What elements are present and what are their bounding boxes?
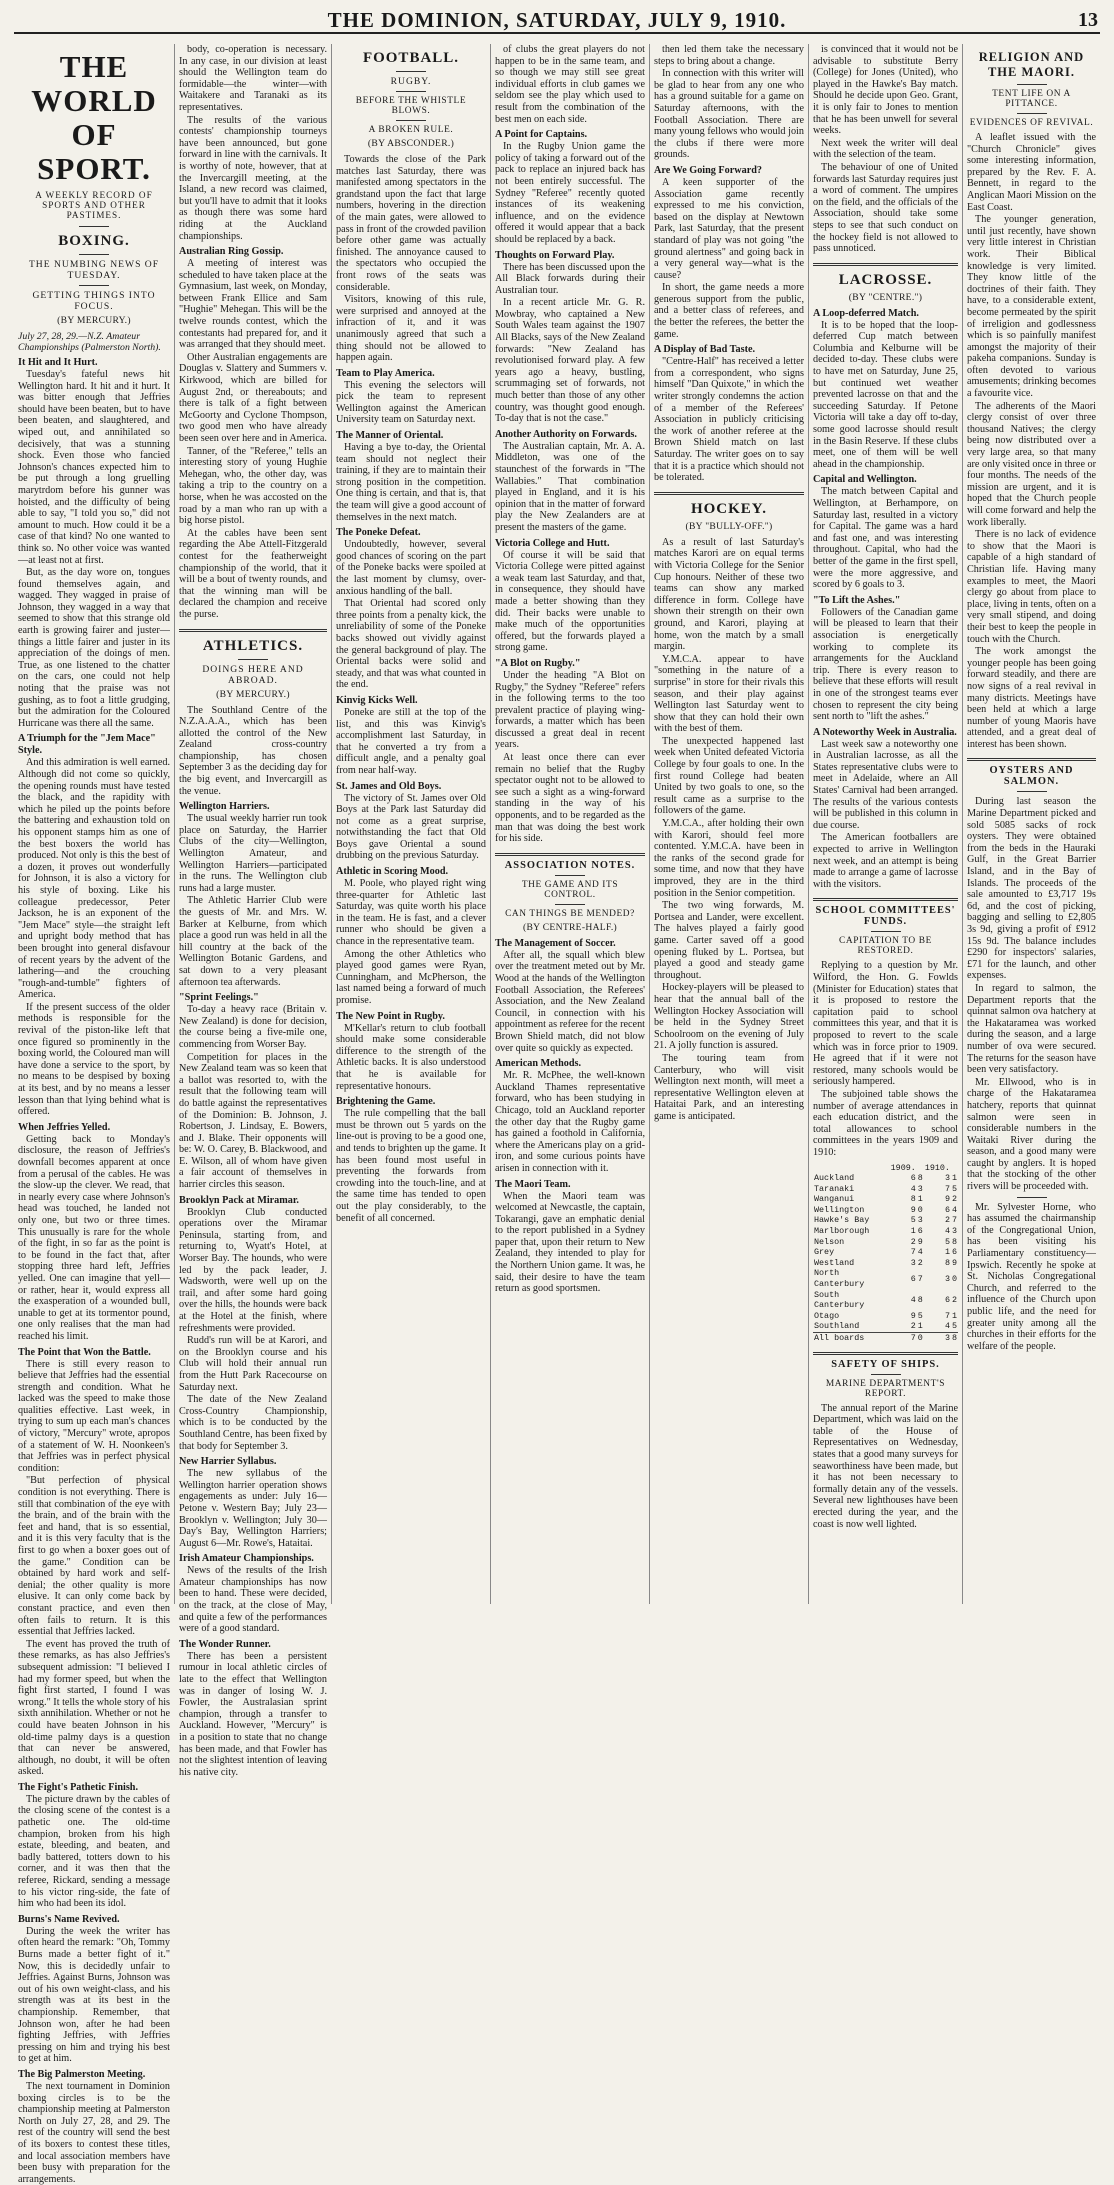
article-subhead: Thoughts on Forward Play. [495, 249, 615, 261]
table-cell: 7 [951, 1215, 957, 1226]
article-paragraph: In short, the game needs a more generous support from the public, and a better class of referees, and the better the referees, the better the game. [654, 282, 804, 340]
table-cell: 3 [924, 1333, 951, 1344]
article-paragraph: The event has proved the truth of these remarks, as has also Jeffries's subsequent admission: "I believed I had my former speed, but when the fight first started, I found I was wrong." It tells the whole story of his sixth annihilation. Whether or not he could have beaten Johnson in his old-time palmy days is a question that can never be answered, although, no doubt, it will be often asked. [18, 1638, 170, 1778]
article-subhead: American Methods. [495, 1058, 582, 1070]
column-1 [14, 44, 174, 2185]
table-cell: Nelson [814, 1236, 845, 1247]
article-paragraph: At least once there can ever remain no belief that the Rugby spectator ought not to be allowed to see such a sight as a wing-forward standing in the way of his opponents, and to be regarded as the man that was doing the best work for his side. [495, 752, 645, 845]
article-paragraph: The behaviour of one of United forwards last Saturday requires just a word of comment. The umpires on the field, and the officials of the Association, should take some steps to see that such conduct on the hockey field is not allowed to pass unnoticed. [813, 161, 958, 255]
article-subhead: A Point for Captains. [495, 129, 588, 141]
table-cell: 2 [917, 1257, 923, 1268]
article-paragraph: Rudd's run will be at Karori, and on the Brooklyn course and his Club will hold their annual run from the Hutt Park Racecourse on Saturday next. [179, 1335, 327, 1393]
boxing-subheading: THE NUMBING NEWS OF TUESDAY. [28, 259, 160, 281]
section-subtitle: A WEEKLY RECORD OF SPORTS AND OTHER PASTIMES. [35, 190, 153, 220]
article-paragraph: The work amongst the younger people has been going forward steadily, and there are now signs of a real revival in many districts. Meetings have been held at which a large number of young Maoris have attended, and a great deal of interest has been shown. [967, 646, 1096, 750]
byline: (BY MERCURY.) [216, 688, 290, 700]
article-paragraph: In regard to salmon, the Department reports that the quinnat salmon ova hatchery at the Hakataramea was worked during the season, and a large number of ova were secured. The returns for the season have been very satisfactory. [967, 982, 1096, 1076]
divider [1017, 113, 1047, 114]
table-cell: 9 [910, 1310, 916, 1321]
article-paragraph: The new syllabus of the Wellington harrier operation shows engagements as under: July 16—Petone v. Western Bay; July 23—Brooklyn v. Wellington; July 30—Day's Bay, Wellington Harriers; August 6—Mr. Rowe's, Hataitai. [179, 1468, 327, 1549]
section-title: THE WORLD OF SPORT. [31, 49, 157, 186]
article-paragraph: Mr. R. McPhee, the well-known Auckland Thames representative forward, who has been studying in Chicago, told an Auckland reporter the other day that the Rugby game has gained a foothold in California, where the Americans play on a grid-iron, and some curious points have arisen in connection with it. [495, 1070, 645, 1174]
article-paragraph: In connection with this writer will be glad to hear from any one who has a ground suitable for a game on Saturday afternoons, with the Football Association. There are many young fellows who would join the clubs if there were more grounds. [654, 68, 804, 161]
table-cell: Otago [814, 1310, 840, 1321]
table-cell: Marlborough [814, 1226, 870, 1237]
article-subhead: A Noteworthy Week in Australia. [813, 726, 957, 738]
article-subhead: Are We Going Forward? [654, 164, 762, 176]
article-paragraph: To-day a heavy race (Britain v. New Zealand) is done for decision, the course being a five-mile one, commencing from Worser Bay. [179, 1004, 327, 1050]
article-paragraph: The touring team from Canterbury, who will visit Wellington next month, will meet a representative Wellington eleven at Hataitai Park, and an interesting game is anticipated. [654, 1052, 804, 1122]
article-paragraph: The American footballers are expected to arrive in Wellington next week, and an attempt is being made to arrange a game of lacrosse with the visitors. [813, 832, 958, 890]
athletics-heading: ATHLETICS. [202, 637, 304, 654]
table-cell: 6 [951, 1247, 957, 1258]
article-paragraph: But, as the day wore on, tongues found themselves again, and wagged. They wagged in praise of Johnson, they wagged in a way that seemed to show that this strange old earth is growing fairer and juster—things a little fairer and juster in its appreciation of the doings of men. True, as one listened to the chatter on the cars, one could not help noting that the praise was not gushing, as to foot a little grudging, but the admiration for the Coloured Hurricane was there all the same. [18, 567, 170, 729]
table-cell: 8 [951, 1333, 957, 1343]
article-paragraph: A leaflet issued with the "Church Chronicle" gives some interesting information, prepared by the Rev. F. A. Bennett, in regard to the Anglican Maori Mission on the East Coast. [967, 132, 1096, 213]
table-cell: 6 [910, 1173, 916, 1184]
table-header-row [813, 1163, 958, 1174]
table-cell: 9 [951, 1257, 957, 1268]
article-paragraph: of clubs the great players do not happen to be in the same team, and so though we may still see great individual efforts in club games we seldom see the play which used to result from the combination of the best men on each side. [495, 44, 645, 125]
article-paragraph: If the present success of the older methods is responsible for the revival of the piston-like left that once figured so prominently in the boxing world, the Coloured man will have done a service to the sport, by no means to be despised by boxing at its best, and by no means a lesser lesson than that lying behind what is offered. [18, 1001, 170, 1118]
table-row [813, 1247, 958, 1258]
article-paragraph: Competition for places in the New Zealand team was so keen that a ballot was resorted to, with the result that the following team will do battle against the representatives of the Dominion: B. Johnson, J. Robertson, J. Lindsay, E. Bowers, and J. Blake. Their opponents will be: W. O. Carey, B. Blackwood, and E. Wilson, all of whom have given a fair account of themselves in harrier circles this season. [179, 1051, 327, 1191]
ships-heading: SAFETY OF SHIPS. [831, 1358, 940, 1370]
table-row [813, 1237, 958, 1248]
association-subheading: THE GAME AND ITS CONTROL. [521, 879, 619, 900]
table-cell: 0 [917, 1204, 923, 1215]
table-row [813, 1311, 958, 1322]
association-subheading: CAN THINGS BE MENDED? [505, 908, 635, 919]
table-cell: 3 [944, 1173, 950, 1184]
article-paragraph: body, co-operation is necessary. In any case, in our division at least should the Wellington team do formidable—the winter—with Waitakere and Taranaki as its representatives. [179, 44, 327, 113]
table-cell: 1 [917, 1321, 923, 1332]
article-subhead: The Manner of Oriental. [336, 430, 444, 442]
article-paragraph: The annual report of the Marine Department, which was laid on the table of the House of Representatives on Wednesday, states that a good many surveys for seaworthiness have been made, but it has not been necessary to formally detain any of the vessels. Several new lighthouses have been erected during the year, and the coast is now well lighted. [813, 1402, 958, 1530]
table-cell: 1 [951, 1310, 957, 1321]
article-paragraph: There has been a persistent rumour in local athletic circles of late to the effect that Wellington was in danger of losing W. J. Fowler, the Australasian sprint champion, through a transfer to Auckland. However, "Mercury" is in a position to state that no change has been made, and that Fowler has not the slightest intention of leaving his native city. [179, 1650, 327, 1778]
table-header [917, 1163, 924, 1174]
article-paragraph: The next tournament in Dominion boxing circles is to be the championship meeting at Palmerston North on July 27, 28, and 29. The rest of the country will send the best of its boxers to contest these titles, and local association members have been busy with preparation for the arrangements. [18, 2080, 170, 2185]
article-paragraph: The two wing forwards, M. Portsea and Lander, were excellent. The halves played a fairly good game. Carter saved off a good opening fluked by L. Portsea, but played a good and steady game throughout. [654, 900, 804, 981]
article-paragraph: M'Kellar's return to club football should make some considerable difference to the strength of the Athletic backs. It is also understood that he is available for representative honours. [336, 1022, 486, 1092]
table-cell: 2 [951, 1194, 957, 1205]
article-paragraph: The victory of St. James over Old Boys at the Park last Saturday did not come as a great surprise, notwithstanding the fact that Old Boys gave Oriental a sound drubbing on the previous Saturday. [336, 792, 486, 862]
article-paragraph: Followers of the Canadian game will be pleased to learn that their association is energetically working to complete its arrangements for the Auckland trip. There is every reason to believe that these efforts will result in one of the strongest teams ever chosen to represent the city being sent north to "lift the ashes." [813, 606, 958, 723]
column-2 [175, 44, 331, 1778]
article-paragraph: Visitors, knowing of this rule, were surprised and annoyed at the infraction of it, and it was unanimously agreed that such a thing should not be allowed to happen again. [336, 294, 486, 364]
football-subheading: BEFORE THE WHISTLE BLOWS. [355, 96, 467, 116]
divider [396, 120, 426, 121]
article-paragraph: Tuesday's fateful news hit Wellington hard. It hit and it hurt. It was bitter enough that Jeffries should have been beaten, but to have been beaten, and slaughtered, and wiped out, and annihilated so decisively, that was a stunning shock. Even those who fancied Johnson's chances expected him to be put through a long gruelling marytrdom before his gunner was hoisted, and the difficulty of being able to say, "I told you so," did not amount to much. How could it be a case of that kind? No one wanted to think so. No other voice was wanted—at least not at first. [18, 369, 170, 566]
table-row [813, 1173, 958, 1184]
divider [495, 853, 645, 856]
table-header [951, 1163, 958, 1174]
table-cell: 4 [944, 1321, 950, 1332]
divider [1017, 1197, 1047, 1198]
divider [555, 875, 585, 876]
column-3 [332, 44, 490, 1606]
religion-heading: RELIGION AND THE MAORI. [978, 50, 1085, 79]
article-paragraph: Undoubtedly, however, several good chances of scoring on the part of the Poneke backs were spoiled at the last moment by clumsy, over-anxious handling of the ball. [336, 539, 486, 597]
article-subhead: St. James and Old Boys. [336, 780, 442, 792]
byline: (BY CENTRE-HALF.) [522, 921, 618, 933]
article-subhead: Kinvig Kicks Well. [336, 694, 418, 706]
article-paragraph: "Centre-Half" has received a letter from a correspondent, who signs himself "Dan Quixote," in which the writer strongly condemns the action of a member of the Referees' Association in publicly criticising the work of another referee at the Brown Shield match on last Saturday. The writer goes on to say that it is a practice which should not be tolerated. [654, 356, 804, 484]
table-cell: Wellington [814, 1204, 865, 1215]
table-cell: 6 [910, 1273, 916, 1284]
table-row [813, 1258, 958, 1269]
article-paragraph: The younger generation, until just recently, have shown very little interest in Christian work. Their Biblical knowledge is very limited. They know little of the doctrines of their faith. They have, to a considerable extent, become permeated by the spirit of irreligion and godlessness which is so painfully manifest amongst the majority of their pakeha companions. Sunday is often devoted to various amusements; drinking becomes a favourite vice. [967, 214, 1096, 400]
article-paragraph: Last week saw a noteworthy one in Australian lacrosse, as all the States representative clubs were to meet in Adelaide, where an All States' Carnival had been arranged. The results of the various contests will be published in this column in due course. [813, 738, 958, 831]
table-cell: Grey [814, 1247, 835, 1258]
divider [238, 659, 268, 660]
table-cell: 6 [917, 1226, 923, 1237]
table-cell: Taranaki [814, 1183, 855, 1194]
article-subhead: The Poneke Defeat. [336, 527, 421, 539]
table-cell: 7 [910, 1247, 916, 1258]
table-cell: Wanganui [814, 1194, 855, 1205]
article-paragraph: This evening the selectors will pick the team to represent Wellington against the American University team on Saturday next. [336, 379, 486, 426]
table-cell: South Canterbury [814, 1289, 865, 1311]
table-cell: 3 [917, 1215, 923, 1226]
table-cell: 2 [951, 1294, 957, 1305]
article-paragraph: Among the other Athletics who played good games were Ryan, Cunningham, and McPherson, the last named being a forward of much promise. [336, 948, 486, 1006]
table-cell: 3 [910, 1257, 916, 1268]
table-cell: 5 [917, 1310, 923, 1321]
table-cell: 4 [951, 1204, 957, 1215]
article-paragraph: then led them take the necessary steps to bring about a change. [654, 44, 804, 67]
article-paragraph: A meeting of interest was scheduled to have taken place at the Gymnasium, last week, on Monday, between Frank Ellice and Sam "Hughie" Mehegan. This will be the twelve rounds contest, which the contestants had prepared for, and it was arranged that they should meet. [179, 258, 327, 351]
article-subhead: Brightening the Game. [336, 1096, 436, 1108]
article-subhead: It Hit and It Hurt. [18, 357, 98, 368]
article-paragraph: Other Australian engagements are Douglas v. Slattery and Summers v. Kirkwood, which are billed for August 2nd, or thereabouts; and there is talk of a fight between McGoorty and Cyclone Thompson, two good men who have already been seen over here and in America. [179, 351, 327, 444]
table-cell: 9 [917, 1236, 923, 1247]
article-paragraph: The Athletic Harrier Club were the guests of Mr. and Mrs. W. Barker at Kelburne, from which place a good run was held in all the hill country at the back of the Wellington Botanic Gardens, and sat down to a very pleasant afternoon tea afterwards. [179, 895, 327, 988]
article-subhead: When Jeffries Yelled. [18, 1121, 111, 1133]
article-paragraph: There has been discussed upon the All Black forwards during their Australian tour. [495, 261, 645, 296]
table-cell: 7 [917, 1273, 923, 1284]
divider [967, 758, 1096, 761]
article-subhead: The Fight's Pathetic Finish. [18, 1781, 138, 1793]
article-paragraph: Under the heading "A Blot on Rugby," the Sydney "Referee" refers in the following terms to the too prevalent practice of playing wing-forwards, a matter which has been discussed a great deal in recent years. [495, 669, 645, 751]
table-cell: 8 [951, 1236, 957, 1247]
table-header: 1909. [890, 1162, 916, 1173]
article-paragraph: The Australian captain, Mr. A. A. Middleton, was one of the staunchest of the forwards in "The Wallabies." That combination played in England, and it is his opinion that in the matter of forward play the New Zealanders are at present the masters of the game. [495, 440, 645, 533]
article-paragraph: Towards the close of the Park matches last Saturday, there was manifested among spectators in the grandstand upon the fact that large numbers, hovering in the direction of the main gates, were allowed to pass in front of the crowded pavilion before other game was actually finished. The annoyance caused to the spectators who occupied the front rows of the seats was considerable. [336, 154, 486, 293]
article-subhead: Brooklyn Pack at Miramar. [179, 1194, 299, 1206]
table-cell: 5 [951, 1321, 957, 1332]
religion-subheading: EVIDENCES OF REVIVAL. [969, 118, 1094, 128]
football-subheading: RUGBY. [390, 76, 432, 87]
divider [813, 263, 958, 266]
boxing-heading: BOXING. [58, 233, 130, 249]
article-paragraph: The adherents of the Maori clergy consist of over three thousand Natives; the clergy being now distributed over a very large area, so that many are only visited once in three or four months. The needs of the mission are urgent, and it is hoped that the Church people will come forward and help the work liberally. [967, 400, 1096, 528]
table-cell: 1 [910, 1226, 916, 1237]
table-cell: Auckland [814, 1173, 855, 1184]
table-cell: All boards [813, 1333, 890, 1344]
table-cell: 1 [944, 1247, 950, 1258]
article-paragraph: Having a bye to-day, the Oriental team should not neglect their training, if they are to maintain their strong position in the competition. One thing is certain, and that is, that the team will give a good account of themselves in the next match. [336, 442, 486, 523]
masthead [14, 6, 1100, 34]
byline: (BY "BULLY-OFF.") [685, 520, 773, 532]
article-paragraph: The match between Capital and Wellington, at Berhampore, on Saturday last, resulted in a victory for Capital. The game was a hard and fast one, and was interesting throughout. Capital, who had the better of the game in the first spell, were the more aggressive, and scored by 6 goals to 3. [813, 486, 958, 591]
table-cell: 7 [890, 1333, 917, 1344]
article-subhead: New Harrier Syllabus. [179, 1456, 277, 1468]
article-paragraph: The picture drawn by the cables of the closing scene of the contest is a pathetic one. The old-time champion, broken from his high estate, bleeding, and beaten, and badly battered, totters down to his corner, and it was then that the referee, Rickard, sending a message to his victor ring-side, the fate of him who had been its idol. [18, 1793, 170, 1910]
article-paragraph: There is still every reason to believe that Jeffries had the essential strength and condition. What he lacked was the speed to make those qualities effective. Last week, in trying to sum up each man's chances of victory, "Mercury" wrote, apropos of a statement of W. H. Noonkeen's that Jeffries was in perfect physical condition: [18, 1358, 170, 1474]
article-paragraph: The Southland Centre of the N.Z.A.A.A., which has been allotted the control of the New Zealand cross-country championship, has chosen September 3 as the deciding day for the big event, and Invercargill as the venue. [179, 704, 327, 797]
article-paragraph: The date of the New Zealand Cross-Country Championship, which is to be conducted by the Southland Centre, has been fixed by that body for September 3. [179, 1394, 327, 1452]
article-paragraph: The rule compelling that the ball must be thrown out 5 yards on the line-out is proving to be a good one, and tends to brighten up the game. It has been found most useful in preventing the forwards from crowding into the touch-line, and at the same time has tended to open out the play considerably, to the benefit of all concerned. [336, 1108, 486, 1224]
article-subhead: Athletic in Scoring Mood. [336, 866, 449, 878]
article-paragraph: At the cables have been sent regarding the Abe Attell-Fitzgerald contest for the featherweight championship of the world, that it will be a bout of twenty rounds, and that the winning man will be declared the champion and receive the purse. [179, 527, 327, 620]
article-subhead: A Loop-deferred Match. [813, 307, 919, 319]
table-cell: 0 [951, 1273, 957, 1284]
byline: (BY ABSCONDER.) [367, 138, 455, 149]
table-cell: 5 [910, 1215, 916, 1226]
table-cell: Southland [814, 1321, 860, 1332]
article-subhead: Capital and Wellington. [813, 474, 917, 486]
divider [871, 931, 901, 932]
table-cell: 5 [951, 1183, 957, 1194]
table-row [813, 1268, 958, 1289]
table-cell: Hawke's Bay [814, 1215, 870, 1226]
article-paragraph: M. Poole, who played right wing three-quarter for Athletic last Saturday, was quite worth his place in the team. He is fast, and a clever runner who should be given a chance in the representative team. [336, 878, 486, 948]
article-paragraph: "But perfection of physical condition is not everything. There is still that combination of the eye with the brain, and of the brain with the feet and hand, that is so essential, and it is this very faculty that is the first to go when a boxer goes out of the game." Condition can be obtained by hard work and self-denial; the other quality is more elusive. It can only come back by constant practice, and even then often fails to return. It is this essential that Jeffries lacked. [18, 1475, 170, 1638]
article-paragraph: News of the results of the Irish Amateur championships has now been to hand. These were decided, on the track, at the close of May, and quite a few of the performances were of a good standard. [179, 1565, 327, 1635]
article-paragraph: A keen supporter of the Association game recently expressed to me his conviction, based on the display at Newtown Park, last Saturday, that the present standard of play was not going "the ground alertness" and going back in a very general way—what is the cause? [654, 176, 804, 281]
table-cell: 1 [951, 1173, 957, 1184]
article-paragraph: Poneke are still at the top of the list, and this was Kinvig's accomplishment last Saturday, in that he converted a try from a difficult angle, and a penalty goal from near half-way. [336, 706, 486, 776]
article-paragraph: Replying to a question by Mr. Wilford, the Hon. G. Fowlds (Minister for Education) states that it is proposed to restore the capitation paid to school committees this year, and that it is proposed to revert to the scale which was in force prior to 1909. He agreed that if it were not restored, many schools would be seriously hampered. [813, 960, 958, 1088]
divider [654, 492, 804, 495]
divider [396, 71, 426, 72]
divider [813, 1352, 958, 1355]
table-cell: 4 [944, 1226, 950, 1237]
column-6 [809, 44, 962, 1606]
article-subhead: The Wonder Runner. [179, 1638, 271, 1650]
ships-subheading: MARINE DEPARTMENT'S REPORT. [825, 1378, 946, 1399]
article-paragraph: The unexpected happened last week when United defeated Victoria College by four goals to one. In the first round College had beaten United by two goals to one, so the result came as a surprise to the followers of the game. [654, 735, 804, 817]
page-number: 13 [1078, 9, 1098, 31]
divider [179, 629, 327, 632]
table-row [813, 1184, 958, 1195]
byline: (BY "CENTRE.") [848, 291, 923, 303]
divider [79, 285, 109, 286]
table-header [813, 1163, 890, 1174]
table-row [813, 1215, 958, 1226]
table-cell: 2 [910, 1236, 916, 1247]
article-paragraph: During last season the Marine Department picked and sold 5085 sacks of rock oysters. They were obtained from the beds in the Hauraki Gulf, in the Great Barrier Island, and in the Bay of Islands. The proceeds of the sale amounted to £3,717 19s 6d, and the cost of picking, bagging and selling to £2,805 3s 9d, giving a profit of £912 15s 9d. The balance includes £290 for inspectors' salaries, £71 for the launch, and other expenses. [967, 796, 1096, 982]
article-subhead: Australian Ring Gossip. [179, 246, 284, 258]
divider [79, 226, 109, 227]
table-header: 1910. [924, 1162, 950, 1173]
article-paragraph: Tanner, of the "Referee," tells an interesting story of young Hughie Mehegan, who, the other day, was taking a trip to the country on a horse, when he was accosted on the road by a man who ran up with a big horse pistol. [179, 445, 327, 527]
divider [79, 254, 109, 255]
school-funds-subheading: CAPITATION TO BE RESTORED. [839, 936, 932, 957]
school-funds-heading: SCHOOL COMMITTEES' FUNDS. [815, 905, 956, 928]
lacrosse-heading: LACROSSE. [838, 271, 933, 288]
table-cell: 8 [910, 1194, 916, 1205]
newspaper-title: THE DOMINION, SATURDAY, JULY 9, 1910. [327, 8, 787, 32]
table-row [813, 1205, 958, 1216]
article-paragraph: Next week the writer will deal with the selection of the team. [813, 137, 958, 161]
divider [555, 904, 585, 905]
article-subhead: Victoria College and Hutt. [495, 537, 610, 549]
article-paragraph: That Oriental had scored only three points from a penalty kick, the unreliability of some of the Poneke backs showed out vividly against the general background of play. The Oriental backs were solid and steady, and that was what counted in the end. [336, 598, 486, 691]
table-cell: 4 [910, 1294, 916, 1305]
table-cell: 0 [917, 1333, 923, 1343]
table-cell: 6 [944, 1204, 950, 1215]
fixture-dateline: July 27, 28, 29.—N.Z. Amateur Championships (Palmerston North). [18, 331, 161, 353]
article-subhead: Team to Play America. [336, 367, 435, 379]
article-subhead: "To Lift the Ashes." [813, 594, 901, 606]
article-paragraph: is convinced that it would not be advisable to substitute Berry (College) for Jones (United), who played in the Hawke's Bay match. Should he decide upon Geo. Grant, it is only fair to Jones to mention that he has been unwell for several weeks. [813, 44, 958, 137]
article-paragraph: And this admiration is well earned. Although did not come so quickly, the opening rounds must have tested the black, and the rapidity with which he piled up the points before the battering and exhaustion told on his opponent stamps him as one of the best boxers the world has produced. Not only is this the best of a dozen, it proves out wonderfully for Johnson, it is also a victory for his style of boxing. Like his colleague predecessor, Peter Jackson, he is an exponent of the "Jem Mace" style—the straight left and upright body method that has been brought into general disfavour of recent years by the advent of the lathering—and the crouching "rough-and-tumble" fighters of America. [18, 757, 170, 1001]
hockey-heading: HOCKEY. [690, 500, 768, 517]
article-subhead: Wellington Harriers. [179, 801, 270, 813]
article-paragraph: There is no lack of evidence to show that the Maori is capable of a high standard of Christian life. Having many examples to meet, the Maori clergy go about from place to place, living in tents, often on a very small stipend, and doing their best to keep the people in touch with the Church. [967, 529, 1096, 645]
article-subhead: The Big Palmerston Meeting. [18, 2068, 146, 2080]
table-row [813, 1321, 958, 1332]
table-total-row [813, 1333, 958, 1344]
column-4 [491, 44, 649, 1606]
table-cell: 4 [910, 1183, 916, 1194]
article-paragraph: In a recent article Mr. G. R. Mowbray, who captained a New South Wales team against the 1907 All Blacks, says of the New Zealand forwards: "New Zealand has revolutionised forward play. A few years ago a heavy, bustling, scrummaging set of forwards, not much better than those of any other country, was thought good enough. To-day that is not the case." [495, 297, 645, 425]
table-cell: 9 [910, 1204, 916, 1215]
table-cell: 9 [944, 1194, 950, 1205]
article-subhead: The Point that Won the Battle. [18, 1346, 151, 1358]
article-subhead: The New Point in Rugby. [336, 1010, 445, 1022]
column-7 [963, 44, 1100, 1606]
table-cell: North Canterbury [814, 1268, 865, 1290]
table-row [813, 1194, 958, 1205]
article-paragraph: As a result of last Saturday's matches Karori are on equal terms with Victoria College for the Senior Cup honours. Neither of these two teams can show any marked difference in form. College have shown their strength on their own ground, and Karori, playing at home, won the match by a small margin. [654, 536, 804, 653]
table-cell: 3 [944, 1273, 950, 1284]
article-subhead: A Triumph for the "Jem Mace" Style. [18, 733, 156, 757]
divider [813, 898, 958, 901]
boxing-subheading: GETTING THINGS INTO FOCUS. [32, 290, 156, 312]
table-cell: 8 [944, 1257, 950, 1268]
article-paragraph: The usual weekly harrier run took place on Saturday, the Harrier Clubs of the city—Wellington, Wellington Amateur, and Wellington Harriers—participated in the runs. The Wellington club runs had a large muster. [179, 813, 327, 894]
article-paragraph: It is to be hoped that the loop-deferred Cup match between Columbia and Kelburne will be decided to-day. These clubs were to have met on Saturday, June 25, but continued wet weather prevented lacrosse on that and the succeeding Saturday. If Petone Victoria will take a day off to-day, some good lacrosse should result in the Basin Reserve. If these clubs meet, one of them will be well ahead in the championship. [813, 319, 958, 470]
table-cell: 4 [917, 1247, 923, 1258]
article-subhead: Another Authority on Forwards. [495, 428, 637, 440]
article-paragraph: When the Maori team was welcomed at Newcastle, the captain, Tokarangi, gave an emphatic denial to the report published in a Sydney paper that, upon their return to New Zealand, they intended to play for the Northern Union game. It was, he said, their desire to have the team return as good sportsmen. [495, 1190, 645, 1295]
article-subhead: Irish Amateur Championships. [179, 1553, 314, 1565]
table-body [813, 1173, 958, 1344]
article-paragraph: Of course it will be said that Victoria College were pitted against a weak team last Saturday, and that, in consequence, they should have made a better showing than they did. Their backs were unable to make much of the opportunities offered, but the forwards played a strong game. [495, 549, 645, 654]
divider [396, 91, 426, 92]
article-paragraph: Hockey-players will be pleased to hear that the annual ball of the Wellington Hockey Association will be held in the Sydney Street Schoolroom on the evening of July 21. A jolly function is assured. [654, 982, 804, 1052]
table-cell: 2 [910, 1321, 916, 1332]
divider [1017, 84, 1047, 85]
association-heading: ASSOCIATION NOTES. [504, 859, 636, 871]
table-cell: 3 [951, 1226, 957, 1237]
table-cell: 3 [917, 1183, 923, 1194]
byline: (BY MERCURY.) [57, 315, 131, 326]
table-cell: Westland [814, 1257, 855, 1268]
divider [871, 1374, 901, 1375]
religion-subheading: TENT LIFE ON A PITTANCE. [992, 89, 1071, 109]
table-row [813, 1226, 958, 1237]
table-cell: 7 [944, 1310, 950, 1321]
article-paragraph: Y.M.C.A., after holding their own with Karori, should feel more contented. Y.M.C.A. have been in the ranks of the second grade for some time, and now that they have improved, they are in the third position in the Senior competition. [654, 818, 804, 899]
athletics-subheading: DOINGS HERE AND ABROAD. [202, 663, 304, 686]
article-subhead: "Sprint Feelings." [179, 992, 259, 1004]
football-subheading: A BROKEN RULE. [368, 125, 454, 135]
table-cell: 6 [944, 1294, 950, 1305]
football-heading: FOOTBALL. [362, 50, 460, 66]
article-paragraph: The results of the various contests' championship tourneys have been announced, but gone forward in line with the carnivals. It is worthy of note, however, that at the Invercargill meeting, at the Island, a new record was claimed, but you'll have to admit that it looks as though there was some hard riding at the Auckland championships. [179, 114, 327, 242]
article-subhead: A Display of Bad Taste. [654, 344, 756, 356]
table-cell: 2 [944, 1215, 950, 1226]
article-paragraph: Mr. Ellwood, who is in charge of the Hakataramea hatchery, reports that quinnat salmon were seen in considerable numbers in the Waitaki River during the season, and a good many were caught by anglers. It is hoped that the stocking of the other rivers will be proceeded with. [967, 1076, 1096, 1193]
article-subhead: The Management of Soccer. [495, 937, 616, 949]
table-cell: 8 [917, 1173, 923, 1184]
article-paragraph: Getting back to Monday's disclosure, the reason of Jeffries's downfall becomes apparent at once from a perusal of the cables. He was the slow-up the clever. We read, that in nearly every case where Johnson's head was touched, he landed not only one, but two or three times. This unusually is rare for the whole of the fight, in so far as the point is to be found in the fact that, after stopping three hard left, Jeffries yelled. One can imagine that yell—or rather, hear it, would express all the exasperation of a wounded bull, unable to get at its tormentor pound, one only realises that the man had reached his limit. [18, 1133, 170, 1342]
table-cell: 7 [944, 1183, 950, 1194]
column-5 [650, 44, 808, 1606]
article-paragraph: Brooklyn Club conducted operations over the Miramar Peninsula, starting from, and returning to, Wyatt's Hotel, at Worser Bay. The hounds, who were led by the pack leader, J. Wadsworth, were well up on the trail, and after some hard going over the hills, the hounds were back at the Hotel at the finish, where refreshments were provided. [179, 1206, 327, 1334]
article-subhead: "A Blot on Rugby." [495, 657, 581, 669]
divider [1017, 791, 1047, 792]
article-paragraph: The subjoined table shows the number of average attendances in each education district, and the total allowances to school committees in the years 1909 and 1910: [813, 1088, 958, 1158]
oysters-heading: OYSTERS AND SALMON. [989, 765, 1074, 788]
table-cell: 8 [917, 1294, 923, 1305]
article-paragraph: Y.M.C.A. appear to have "something in the nature of a surprise" in store for their rivals this season, and their play against Wellington last Saturday went to show that they can hold their own with the best of them. [654, 653, 804, 735]
table-cell: 1 [917, 1194, 923, 1205]
article-paragraph: During the week the writer has often heard the remark: "Oh, Tommy Burns made a better fight of it." Now, this is decidedly unfair to Jeffries. Against Burns, Johnson was out of his own weight-class, and his strength was at its best in the championship. Remember, that Johnson won, after he had been fighting Jeffries, with Jeffries pressing on him and trying his best to get at him. [18, 1925, 170, 2065]
article-paragraph: In the Rugby Union game the policy of taking a forward out of the pack to replace an injured back has not been entirely successful. The Sydney "Referee" recently quoted instances of its weakening influence, and on the evidence offered it would appear that a back should be replaced by a back. [495, 141, 645, 245]
article-subhead: Burns's Name Revived. [18, 1913, 120, 1925]
table-row [813, 1290, 958, 1311]
article-paragraph: Mr. Sylvester Horne, who has assumed the chairmanship of the Congregational Union, has been visiting his Parliamentary constituency—Ipswich. Recently he spoke at St. Nicholas Congregational Church, and referred to the influence of the Church upon public life, and the need for greater unity among all the churches in their efforts for the welfare of the people. [967, 1201, 1096, 1352]
article-paragraph: After all, the squall which blew over the treatment meted out by Mr. Wood at the hands of the Wellington Football Association, the Referees' Association, and the New Zealand Council, in connection with his appointment as referee for the recent Brown Shield match, did not blow over quite so quickly as expected. [495, 949, 645, 1054]
table-cell: 5 [944, 1236, 950, 1247]
article-subhead: The Maori Team. [495, 1178, 571, 1190]
capitation-table [813, 1163, 958, 1344]
